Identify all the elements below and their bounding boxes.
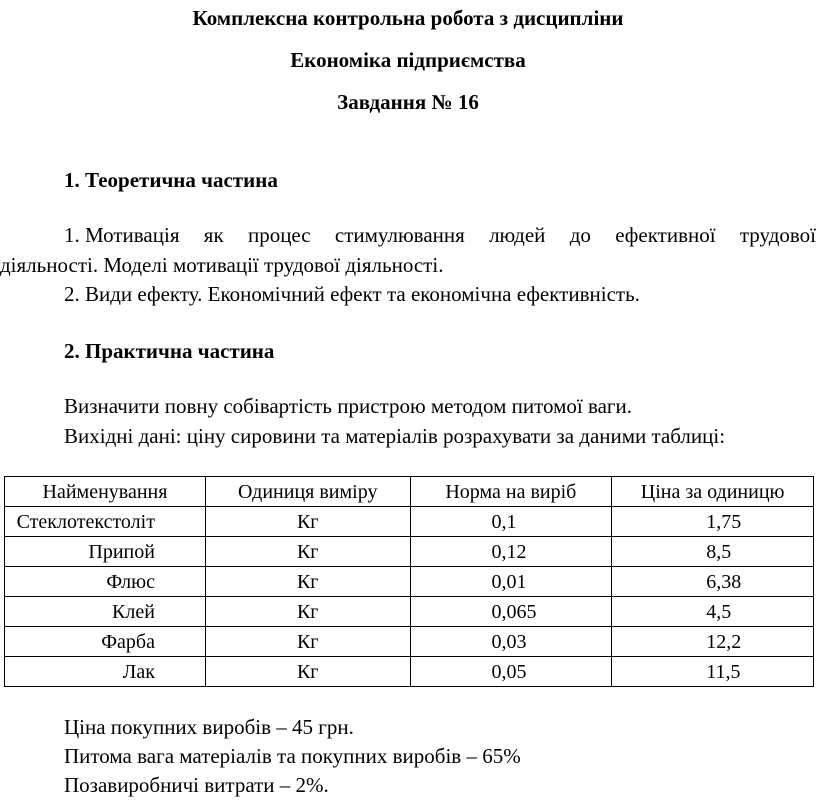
cell-name: Припой <box>5 537 206 567</box>
cell-unit: Кг <box>205 627 410 657</box>
cell-unit: Кг <box>205 657 410 687</box>
header-name: Найменування <box>5 477 206 507</box>
cell-norm: 0,12 <box>410 537 612 567</box>
practice-input-data: Вихідні дані: ціну сировини та матеріалів розрахувати за даними таблиці: <box>64 424 726 448</box>
table-row <box>5 537 814 567</box>
cell-norm: 0,065 <box>410 597 612 627</box>
theory-item-1-line-1 <box>64 225 816 246</box>
theory-item-2: 2. Види ефекту. Економічний ефект та економічна ефективність. <box>64 282 640 306</box>
cell-price: 4,5 <box>612 597 814 627</box>
cell-name: Стеклотекстоліт <box>5 507 206 537</box>
cell-unit: Кг <box>205 567 410 597</box>
table-row <box>5 597 814 627</box>
materials-share: Питома вага матеріалів та покупних виробів – 65% <box>64 744 521 768</box>
cell-name: Флюс <box>5 567 206 597</box>
word: 1. Мотивація <box>64 223 180 247</box>
materials-table <box>4 476 814 687</box>
table-row <box>5 627 814 657</box>
cell-price: 12,2 <box>612 627 814 657</box>
cell-price: 8,5 <box>612 537 814 567</box>
header-price: Ціна за одиницю <box>612 477 814 507</box>
theory-heading: 1. Теоретична частина <box>64 168 278 192</box>
cell-unit: Кг <box>205 537 410 567</box>
cell-price: 11,5 <box>612 657 814 687</box>
table-row <box>5 567 814 597</box>
cell-norm: 0,03 <box>410 627 612 657</box>
cell-norm: 0,1 <box>410 507 612 537</box>
cell-unit: Кг <box>205 507 410 537</box>
theory-item-1-line-2: діяльності. Моделі мотивації трудової діяльності. <box>0 253 444 277</box>
cell-name: Клей <box>5 597 206 627</box>
purchased-goods-price: Ціна покупних виробів – 45 грн. <box>64 715 354 739</box>
word: ефективної <box>615 223 716 247</box>
practice-task: Визначити повну собівартість пристрою методом питомої ваги. <box>64 394 633 418</box>
word: людей <box>489 223 546 247</box>
cell-price: 6,38 <box>612 567 814 597</box>
word: до <box>569 223 591 247</box>
header-unit: Одиниця виміру <box>205 477 410 507</box>
word: стимулювання <box>334 223 465 247</box>
word: як <box>203 223 224 247</box>
task-number: Завдання № 16 <box>337 90 479 114</box>
table-row <box>5 507 814 537</box>
table-header-row <box>5 477 814 507</box>
cell-unit: Кг <box>205 597 410 627</box>
document-title: Комплексна контрольна робота з дисципліни <box>192 6 624 30</box>
word: трудової <box>739 223 816 247</box>
cell-name: Лак <box>5 657 206 687</box>
cell-name: Фарба <box>5 627 206 657</box>
word: процес <box>247 223 311 247</box>
cell-norm: 0,01 <box>410 567 612 597</box>
non-production-costs: Позавиробничі витрати – 2%. <box>64 773 329 797</box>
cell-norm: 0,05 <box>410 657 612 687</box>
discipline-title: Економіка підприємства <box>290 48 526 72</box>
cell-price: 1,75 <box>612 507 814 537</box>
practice-heading: 2. Практична частина <box>64 339 275 363</box>
table-row <box>5 657 814 687</box>
header-norm: Норма на виріб <box>410 477 612 507</box>
